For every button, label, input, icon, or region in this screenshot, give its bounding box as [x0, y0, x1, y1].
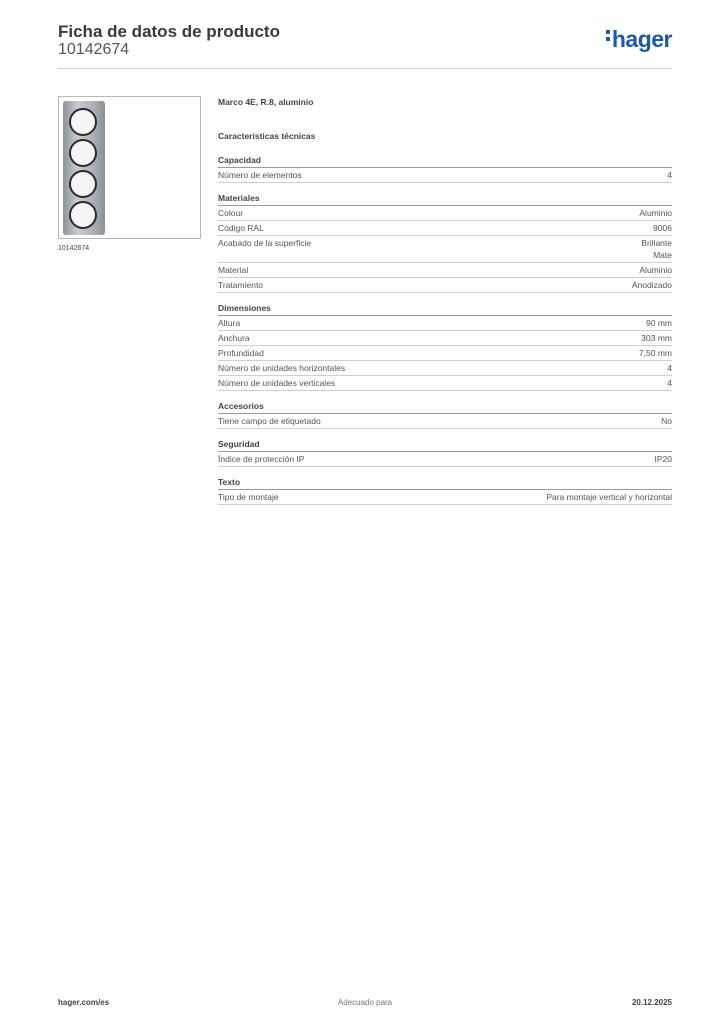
spec-row	[218, 490, 672, 505]
page-header	[58, 20, 672, 70]
spec-value	[655, 453, 673, 465]
frame-plate-image	[63, 101, 105, 235]
spec-row	[218, 236, 672, 263]
spec-row	[218, 361, 672, 376]
spec-label: Tipo de montaje	[218, 492, 279, 502]
spec-row	[218, 452, 672, 467]
spec-value	[641, 237, 672, 261]
spec-section	[218, 400, 672, 429]
spec-sections	[218, 154, 672, 505]
footer-website: hager.com/es	[58, 998, 110, 1007]
spec-value-line: Para montaje vertical y horizontal	[546, 492, 672, 502]
spec-label: Acabado de la superficie	[218, 238, 312, 248]
spec-label: Índice de protección IP	[218, 454, 305, 464]
section-title: Dimensiones	[218, 302, 672, 316]
spec-label: Tratamiento	[218, 280, 264, 290]
spec-value-line: IP20	[654, 454, 672, 464]
spec-value-line: No	[661, 416, 672, 426]
section-title: Materiales	[218, 192, 672, 206]
spec-value-line: 7,50 mm	[638, 348, 672, 358]
logo-dots-icon	[606, 27, 611, 44]
spec-value-line: 4	[667, 170, 672, 180]
spec-value-line: 4	[667, 363, 672, 373]
spec-value-line: 9006	[653, 223, 672, 233]
section-title: Capacidad	[218, 154, 672, 168]
spec-section	[218, 302, 672, 391]
product-code: 10142674	[58, 41, 130, 58]
spec-row	[218, 263, 672, 278]
spec-label: Código RAL	[218, 223, 264, 233]
section-title: Accesorios	[218, 400, 672, 414]
tech-heading: Características técnicas	[218, 131, 316, 141]
spec-value-line: Aluminio	[639, 265, 672, 275]
spec-label: Altura	[218, 318, 241, 328]
spec-value	[632, 279, 672, 291]
page-footer	[58, 998, 672, 1012]
document-title: Ficha de datos de producto	[58, 22, 280, 41]
spec-value-line: Brillante	[641, 238, 672, 248]
spec-row	[218, 168, 672, 183]
spec-label: Número de elementos	[218, 170, 302, 180]
spec-row	[218, 316, 672, 331]
spec-row	[218, 376, 672, 391]
spec-value	[646, 317, 672, 329]
spec-value	[639, 347, 672, 359]
product-name: Marco 4E, R.8, aluminio	[218, 97, 314, 107]
frame-opening-icon	[69, 201, 97, 229]
spec-label: Material	[218, 265, 249, 275]
spec-label: Profundidad	[218, 348, 264, 358]
spec-row	[218, 206, 672, 221]
spec-value	[661, 415, 672, 427]
spec-row	[218, 278, 672, 293]
spec-value-line: Aluminio	[639, 208, 672, 218]
spec-row	[218, 221, 672, 236]
spec-section	[218, 438, 672, 467]
spec-value	[639, 207, 672, 219]
spec-value	[641, 332, 672, 344]
spec-value-line: 4	[667, 378, 672, 388]
spec-label: Tiene campo de etiquetado	[218, 416, 321, 426]
hager-logo	[606, 26, 672, 53]
footer-center-text: Adecuado para	[337, 998, 393, 1007]
spec-label: Número de unidades horizontales	[218, 363, 346, 373]
logo-text: hager	[611, 26, 672, 52]
header-divider	[58, 68, 672, 69]
product-image	[58, 96, 201, 239]
spec-section	[218, 192, 672, 293]
spec-value-line: 303 mm	[641, 333, 672, 343]
section-title: Texto	[218, 476, 672, 490]
spec-row	[218, 346, 672, 361]
frame-opening-icon	[69, 170, 97, 198]
frame-opening-icon	[69, 139, 97, 167]
section-title: Seguridad	[218, 438, 672, 452]
spec-value-line: Mate	[653, 250, 672, 260]
footer-date: 20.12.2025	[631, 998, 672, 1007]
spec-section	[218, 476, 672, 505]
spec-value	[639, 264, 672, 276]
spec-value-line: 90 mm	[646, 318, 672, 328]
spec-section	[218, 154, 672, 183]
spec-label: Número de unidades verticales	[218, 378, 336, 388]
spec-value	[667, 362, 672, 374]
frame-opening-icon	[69, 108, 97, 136]
spec-value-line: Anodizado	[631, 280, 672, 290]
spec-row	[218, 414, 672, 429]
spec-label: Colour	[218, 208, 244, 218]
spec-value	[546, 491, 672, 503]
image-caption: 10142674	[58, 245, 90, 252]
product-details	[218, 94, 672, 514]
spec-row	[218, 331, 672, 346]
spec-label: Anchura	[218, 333, 250, 343]
spec-value	[653, 222, 672, 234]
spec-value	[667, 169, 672, 181]
spec-value	[667, 377, 672, 389]
